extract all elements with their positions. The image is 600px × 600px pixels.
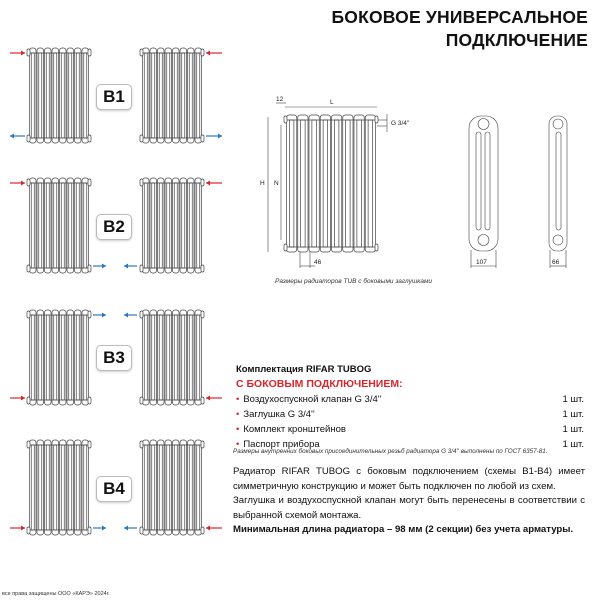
scheme-label-b2: B2 xyxy=(96,214,132,240)
scheme-label-b3: B3 xyxy=(96,345,132,371)
kit-item-name: Заглушка G 3/4'' xyxy=(243,409,315,420)
drawing-caption: Размеры радиаторов TUB с боковыми заглушками xyxy=(275,278,433,285)
return-arrow-icon xyxy=(93,313,106,318)
radiator-left xyxy=(27,310,91,405)
description-p3: Минимальная длина радиатора – 98 мм (2 секции) без учета арматуры. xyxy=(233,524,574,535)
radiator-left xyxy=(27,178,91,273)
supply-arrow-icon xyxy=(206,396,222,401)
supply-arrow-icon xyxy=(10,526,25,531)
title-line-2: ПОДКЛЮЧЕНИЕ xyxy=(445,30,588,50)
dim-N: N xyxy=(274,180,279,187)
description xyxy=(233,465,585,538)
kit-section xyxy=(236,364,584,450)
kit-item-qty: 1 шт. xyxy=(562,409,584,420)
dim-12: 12 xyxy=(276,96,284,103)
scheme-label-b4: B4 xyxy=(96,476,132,502)
radiator-left xyxy=(27,440,91,535)
kit-item-name: Комплект кронштейнов xyxy=(243,424,346,435)
page-title xyxy=(331,6,588,52)
dim-thread: G 3/4'' xyxy=(391,120,410,127)
radiator-right xyxy=(140,440,204,535)
return-arrow-icon xyxy=(124,264,137,269)
return-arrow-icon xyxy=(206,134,222,139)
thread-note: Размеры внутренних боковых присоединительных резьб радиатора G 3/4'' выполнены по ГОСТ 6357-81. xyxy=(233,448,548,455)
copyright-footer: все права защищены ООО «КАРЭ» 2024г. xyxy=(2,591,110,597)
return-arrow-icon xyxy=(124,526,137,531)
radiator-left xyxy=(27,48,91,143)
dim-L: L xyxy=(330,99,334,106)
dim-66: 66 xyxy=(552,259,560,266)
bullet-icon: • xyxy=(236,409,240,420)
return-arrow-icon xyxy=(93,264,106,269)
dim-46: 46 xyxy=(314,259,322,266)
dim-107: 107 xyxy=(476,259,487,266)
supply-arrow-icon xyxy=(10,396,25,401)
scheme-label-b1: B1 xyxy=(96,84,132,110)
title-line-1: БОКОВОЕ УНИВЕРСАЛЬНОЕ xyxy=(331,7,588,27)
kit-item xyxy=(236,424,584,435)
dimension-drawing xyxy=(240,90,600,275)
kit-item xyxy=(236,394,584,405)
dim-H: H xyxy=(260,180,265,187)
radiator-right xyxy=(140,178,204,273)
kit-subheading: С БОКОВЫМ ПОДКЛЮЧЕНИЕМ: xyxy=(236,378,403,390)
kit-item-qty: 1 шт. xyxy=(562,439,584,450)
return-arrow-icon xyxy=(10,134,25,139)
supply-arrow-icon xyxy=(206,526,222,531)
bullet-icon: • xyxy=(236,394,240,405)
kit-item-name: Паспорт прибора xyxy=(243,439,320,450)
description-p2: Заглушка и воздухоспускной клапан могут быть перенесены в соответствии с выбранной схемой монтажа. xyxy=(233,495,585,521)
supply-arrow-icon xyxy=(206,51,222,56)
description-p1: Радиатор RIFAR TUBOG с боковым подключением (схемы В1-В4) имеет симметричную конструкцию и может быть подключен по любой из схем. xyxy=(233,466,585,492)
bullet-icon: • xyxy=(236,439,240,450)
supply-arrow-icon xyxy=(206,181,222,186)
kit-item-qty: 1 шт. xyxy=(562,394,584,405)
return-arrow-icon xyxy=(124,313,137,318)
supply-arrow-icon xyxy=(10,181,25,186)
radiator-front-view xyxy=(284,115,378,252)
radiator-right xyxy=(140,48,204,143)
kit-item xyxy=(236,409,584,420)
kit-item-name: Воздухоспускной клапан G 3/4'' xyxy=(243,394,382,405)
supply-arrow-icon xyxy=(10,51,25,56)
radiator-right xyxy=(140,310,204,405)
kit-heading: Комплектация RIFAR TUBOG xyxy=(236,364,372,375)
kit-item-qty: 1 шт. xyxy=(562,424,584,435)
return-arrow-icon xyxy=(93,526,106,531)
bullet-icon: • xyxy=(236,424,240,435)
